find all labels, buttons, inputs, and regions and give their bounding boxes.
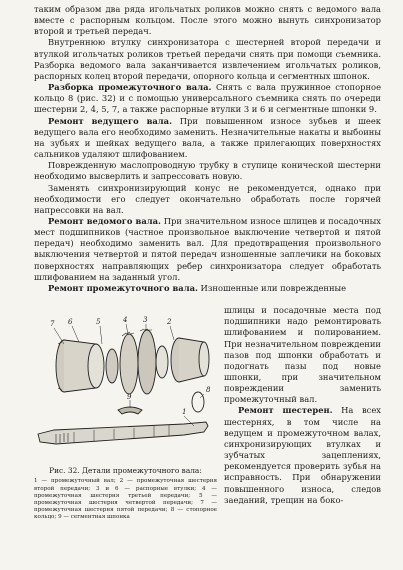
section-heading: Ремонт ведомого вала.: [48, 215, 161, 226]
callout-3: 3: [143, 316, 148, 325]
section-text: На всех шестернях, в том числе на ведущем и промежуточном валах, синхронизирующих втулках и зубчатых зацеплениях, рекомендуется проверить зубья на исправность. При обнаружении повышенного износа, следов заеданий, трещин на боко-: [224, 405, 381, 505]
figure-legend: 1 — промежуточный вал; 2 — промежуточная шестерня второй передачи; 3 и 6 — распорные втулки; 4 — промежуточная шестерня третьей передачи; 5 — промежуточная шестерня четвертой передачи; 7 — промежуточная шестерня пятой передачи; 8 — стопорное кольцо; 9 — сегментная шпонка: [34, 478, 217, 521]
callout-7: 7: [50, 320, 55, 329]
right-column: [224, 305, 381, 506]
paragraph: Внутреннюю втулку синхронизатора с шестерней второй передачи и втулкой игольчатых роликов третьей передачи снять при помощи съемника. Разборка ведомого вала заканчивается извлечением игольчатых роликов, распорных колец второй передачи, опорного кольца и сегментных шпонок.: [34, 37, 381, 81]
section-intermediate-shaft-disassembly: [34, 82, 381, 115]
section-heading: Ремонт промежуточного вала.: [48, 282, 198, 293]
figure-32: [34, 314, 217, 532]
section-driven-shaft-repair: [34, 216, 381, 283]
callout-1: 1: [182, 408, 187, 417]
figure-and-column: [34, 294, 381, 532]
callout-5: 5: [96, 318, 101, 327]
section-intermediate-shaft-repair-start: [34, 283, 381, 294]
figure-caption: Рис. 32. Детали промежуточного вала:: [49, 466, 202, 476]
intermediate-shaft-parts-drawing: [34, 314, 217, 464]
section-drive-shaft-repair: [34, 116, 381, 161]
section-text: Изношенные или поврежденные: [197, 282, 347, 293]
paragraph: таким образом два ряда игольчатых роликов можно снять с ведомого вала вместе с распорным кольцом. После этого можно вынуть синхронизатор второй и третьей передач.: [34, 4, 381, 37]
section-text-continued: шлицы и посадочные места под подшипники надо ремонтировать шлифованием и полированием. При незначительном повреждении пазов под шпонки обработать и подогнать пазы под новые шпонки, при значительном повреждении заменить промежуточный вал.: [224, 305, 381, 405]
section-text: При повышенном износе зубьев и шеек ведущего вала его необходимо заменить. Незначительные накаты и выбоины на зубьях и шейках ведущего вала, а также прилегающих поверхностях сальников удаляют шлифованием.: [34, 115, 381, 160]
paragraph: Заменять синхронизирующий конус не рекомендуется, однако при необходимости его следует окончательно обработать после горячей напрессовки на вал.: [34, 182, 381, 215]
callout-9: 9: [127, 393, 132, 402]
callout-8: 8: [206, 386, 211, 395]
callout-2: 2: [167, 318, 172, 327]
section-heading: Разборка промежуточного вала.: [48, 82, 212, 93]
section-text: При значительном износе шлицев и посадочных мест подшипников (частное произвольное выключение четвертой и пятой передач) необходимо заменить вал. Для предотвращения произвольного выключения четвертой и пятой передач изношенные заплечики на боковых поверхностях направляющих ребер синхронизатора следует обработать шлифованием на заданный угол.: [34, 215, 381, 282]
callout-4: 4: [123, 316, 128, 325]
section-text: Снять с вала пружинное стопорное кольцо 8 (рис. 32) и с помощью универсального съемника снять по очереди шестерни 2, 4, 5, 7, а также распорные втулки 3 и 6 и сегментные шпонки 9.: [34, 82, 382, 115]
paragraph: Поврежденную маслопроводную трубку в ступице конической шестерни необходимо высверлить и запрессовать новую.: [34, 160, 381, 182]
callout-6: 6: [68, 318, 73, 327]
section-gear-repair: [224, 405, 381, 505]
section-heading: Ремонт ведущего вала.: [48, 115, 172, 126]
section-heading: Ремонт шестерен.: [238, 405, 333, 416]
